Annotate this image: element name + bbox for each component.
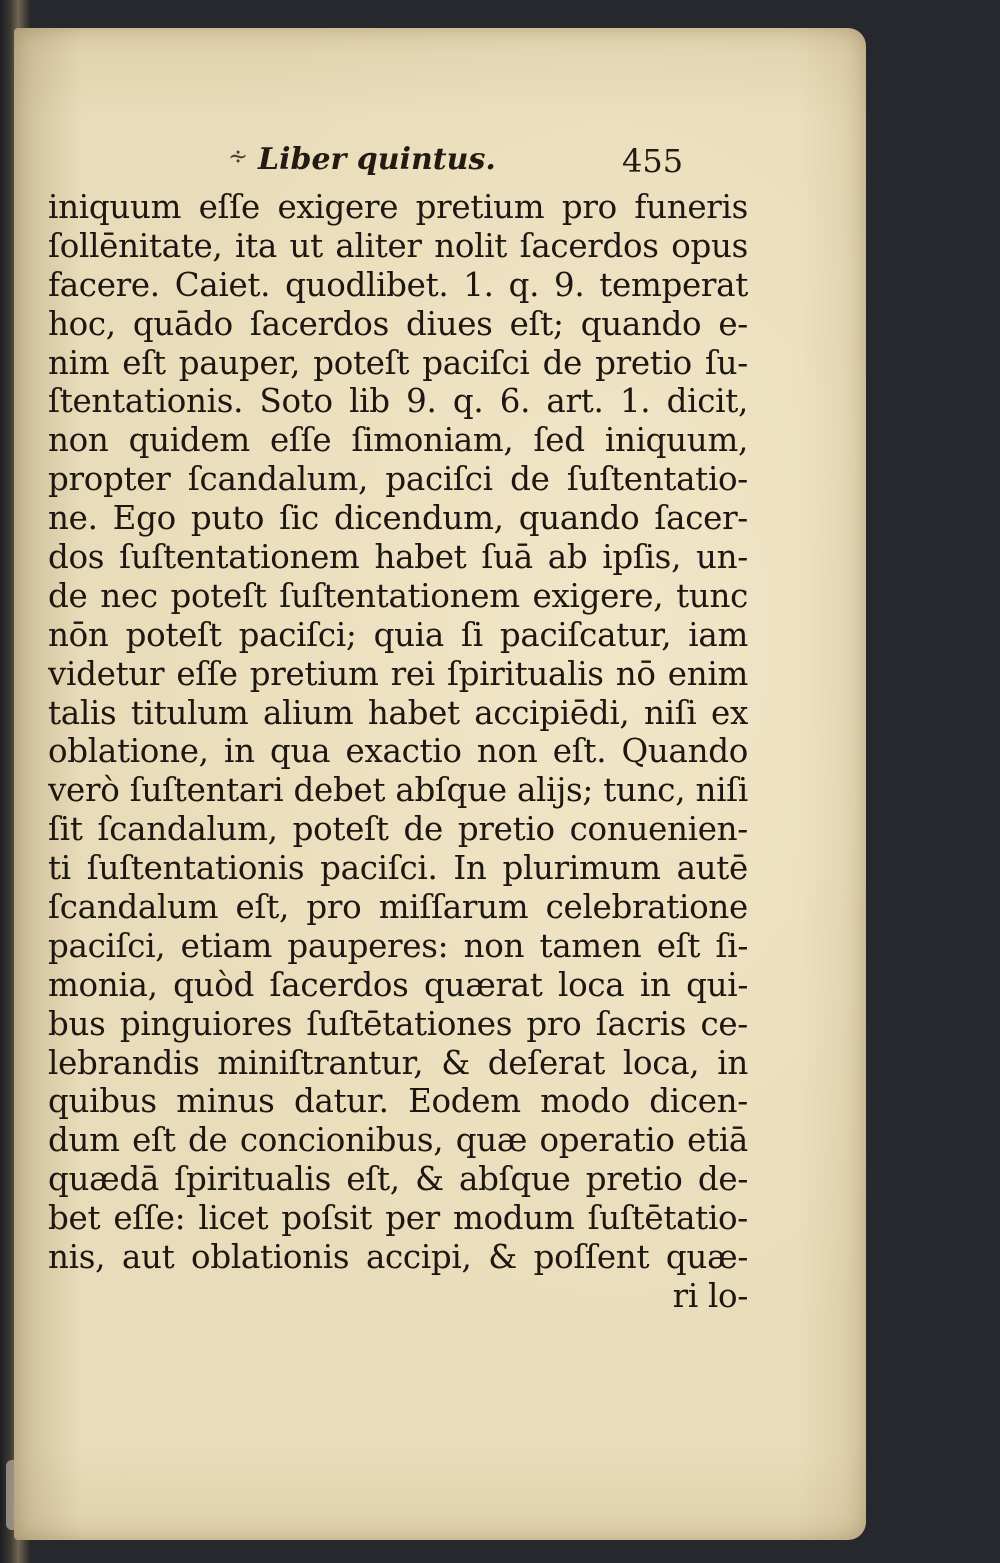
text-line: ne. Ego puto ſic dicendum, quando ſacer- [48,499,748,538]
text-line: propter ſcandalum, paciſci de ſuſtentatio- [48,460,748,499]
text-line: bet eſſe: licet poſsit per modum ſuſtētatio- [48,1199,748,1238]
book-page [14,28,866,1540]
page-header [14,136,866,186]
text-line: monia, quòd ſacerdos quærat loca in qui- [48,965,748,1004]
text-line: dos ſuſtentationem habet ſuā ab ipſis, un- [48,538,748,577]
text-line: nis, aut oblationis accipi, & poſſent quæ- [48,1238,748,1277]
text-line: oblatione, in qua exactio non eſt. Quando [48,732,748,771]
text-line: verò ſuſtentari debet abſque alijs; tunc, niſi [48,771,748,810]
catchword-line: ri lo- [672,1276,748,1315]
text-line: talis titulum alium habet accipiēdi, niſi ex [48,693,748,732]
ornament-icon: ∻ [228,142,249,170]
text-line: ti ſuſtentationis paciſci. In plurimum autē [48,849,748,888]
text-line: bus pinguiores ſuſtētationes pro ſacris ce- [48,1004,748,1043]
text-line: lebrandis miniſtrantur, & deſerat loca, in [48,1043,748,1082]
text-line: nōn poteſt paciſci; quia ſi paciſcatur, iam [48,615,748,654]
text-line: quibus minus datur. Eodem modo dicen- [48,1082,748,1121]
text-line: videtur eſſe pretium rei ſpiritualis nō enim [48,654,748,693]
running-head: Liber quintus. [258,142,496,177]
text-line: ſtentationis. Soto lib 9. q. 6. art. 1. dicit, [48,382,748,421]
text-line: ſollēnitate, ita ut aliter nolit ſacerdos opus [48,226,748,265]
body-text [48,188,748,1316]
text-line: non quidem eſſe ſimoniam, ſed iniquum, [48,421,748,460]
text-line: hoc, quādo ſacerdos diues eſt; quando e- [48,304,748,343]
text-line: de nec poteſt ſuſtentationem exigere, tunc [48,576,748,615]
text-line: facere. Caiet. quodlibet. 1. q. 9. temperat [48,265,748,304]
text-line: ſit ſcandalum, poteſt de pretio conuenien- [48,810,748,849]
text-line: iniquum eſſe exigere pretium pro funeris [48,188,748,226]
text-line: paciſci, etiam pauperes: non tamen eſt ſi- [48,926,748,965]
text-line: nim eſt pauper, poteſt paciſci de pretio ſu- [48,343,748,382]
text-line: dum eſt de concionibus, quæ operatio etiā [48,1121,748,1160]
text-line: quædā ſpiritualis eſt, & abſque pretio de- [48,1160,748,1199]
text-line: ſcandalum eſt, pro miſſarum celebratione [48,888,748,927]
page-number: 455 [622,142,684,180]
